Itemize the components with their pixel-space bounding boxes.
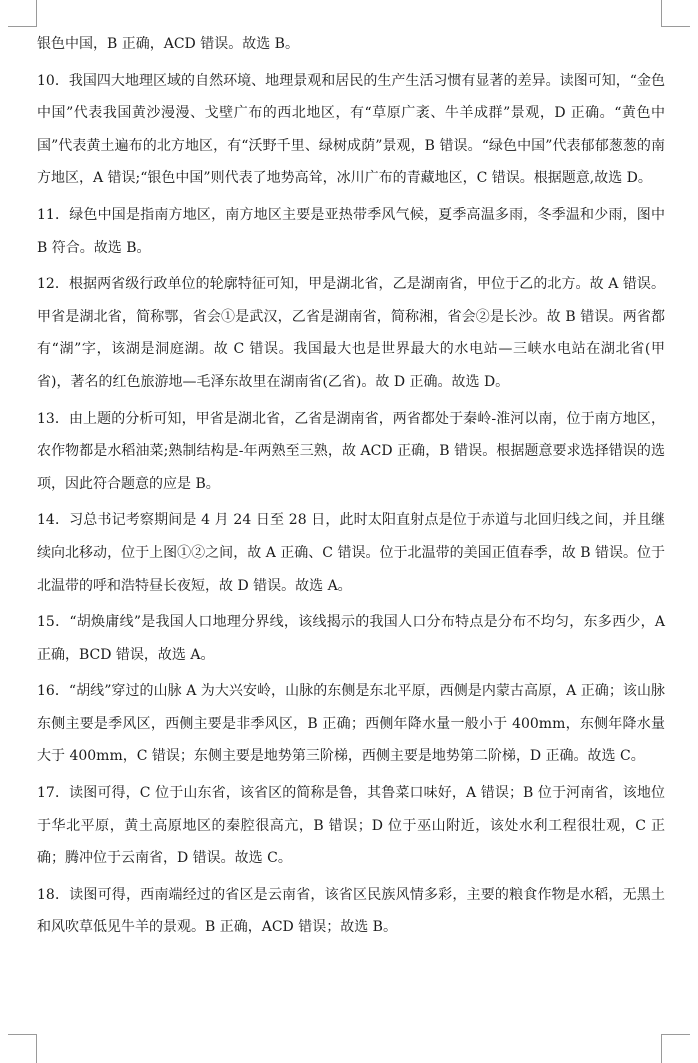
paragraph-q9-end: 银色中国，B 正确，ACD 错误。故选 B。 [37, 36, 299, 52]
crop-mark-top-right [661, 0, 690, 27]
answer-explanations [37, 28, 665, 948]
paragraph-q12: 12．根据两省级行政单位的轮廓特征可知，甲是湖北省，乙是湖南省，甲位于乙的北方。故 A 错误。甲省是湖北省，简称鄂，省会①是武汉，乙省是湖南省，简称湘，省会②是长沙。故 B 错误。两省都有“湖”字，该湖是洞庭湖。故 C 错误。我国最大也是世界最大的水电站—三峡水电站在湖北省(甲省)，著名的红色旅游地—毛泽东故里在湖南省(乙省)。故 D 正确。故选 D。 [37, 276, 665, 390]
paragraph-q11: 11．绿色中国是指南方地区，南方地区主要是亚热带季风气候，夏季高温多雨，冬季温和少雨，图中 B 符合。故选 B。 [37, 206, 665, 256]
paragraph-q14: 14．习总书记考察期间是 4 月 24 日至 28 日，此时太阳直射点是位于赤道与北回归线之间，并且继续向北移动，位于上图①②之间，故 A 正确、C 错误。位于北温带的美国正值春季，故 B 错误。位于北温带的呼和浩特昼长夜短，故 D 错误。故选 A。 [37, 512, 665, 594]
paragraph-q17: 17．读图可得，C 位于山东省，该省区的简称是鲁，其鲁菜口味好，A 错误；B 位于河南省，该地位于华北平原，黄土高原地区的秦腔很高亢，B 错误；D 位于巫山附近，该处水利工程很壮观，C 正确；腾冲位于云南省，D 错误。故选 C。 [37, 785, 665, 867]
crop-mark-bottom-left [8, 1034, 37, 1063]
paragraph-q10: 10．我国四大地理区域的自然环境、地理景观和居民的生产生活习惯有显著的差异。读图可知，“金色中国”代表我国黄沙漫漫、戈壁广布的西北地区，有“草原广袤、牛羊成群”景观，D 正确。“黄色中国”代表黄土遍布的北方地区，有“沃野千里、绿树成荫”景观，B 错误。“绿色中国”代表郁郁葱葱的南方地区，A 错误;“银色中国”则代表了地势高耸，冰川广布的青藏地区，C 错误。根据题意,故选 D。 [37, 72, 665, 187]
crop-mark-top-left [8, 0, 37, 27]
paragraph-q18: 18．读图可得，西南端经过的省区是云南省，该省区民族风情多彩，主要的粮食作物是水稻，无黑土和风吹草低见牛羊的景观。B 正确，ACD 错误；故选 B。 [37, 886, 665, 936]
paragraph-q13: 13．由上题的分析可知，甲省是湖北省，乙省是湖南省，两省都处于秦岭-淮河以南，位于南方地区，农作物都是水稻油菜;熟制结构是-年两熟至三熟，故 ACD 正确，B 错误。根据题意要求选择错误的选项，因此符合题意的应是 B。 [37, 410, 665, 492]
paragraph-q16: 16．“胡线”穿过的山脉 A 为大兴安岭，山脉的东侧是东北平原，西侧是内蒙古高原，A 正确；该山脉东侧主要是季风区，西侧主要是非季风区，B 正确；西侧年降水量一般小于 400mm，东侧年降水量大于 400mm，C 错误；东侧主要是地势第三阶梯，西侧主要是地势第二阶梯，D 正确。故选 C。 [37, 683, 665, 765]
crop-mark-bottom-right [661, 1034, 690, 1063]
paragraph-q15: 15．“胡焕庸线”是我国人口地理分界线，该线揭示的我国人口分布特点是分布不均匀，东多西少，A 正确，BCD 错误，故选 A。 [37, 614, 665, 663]
